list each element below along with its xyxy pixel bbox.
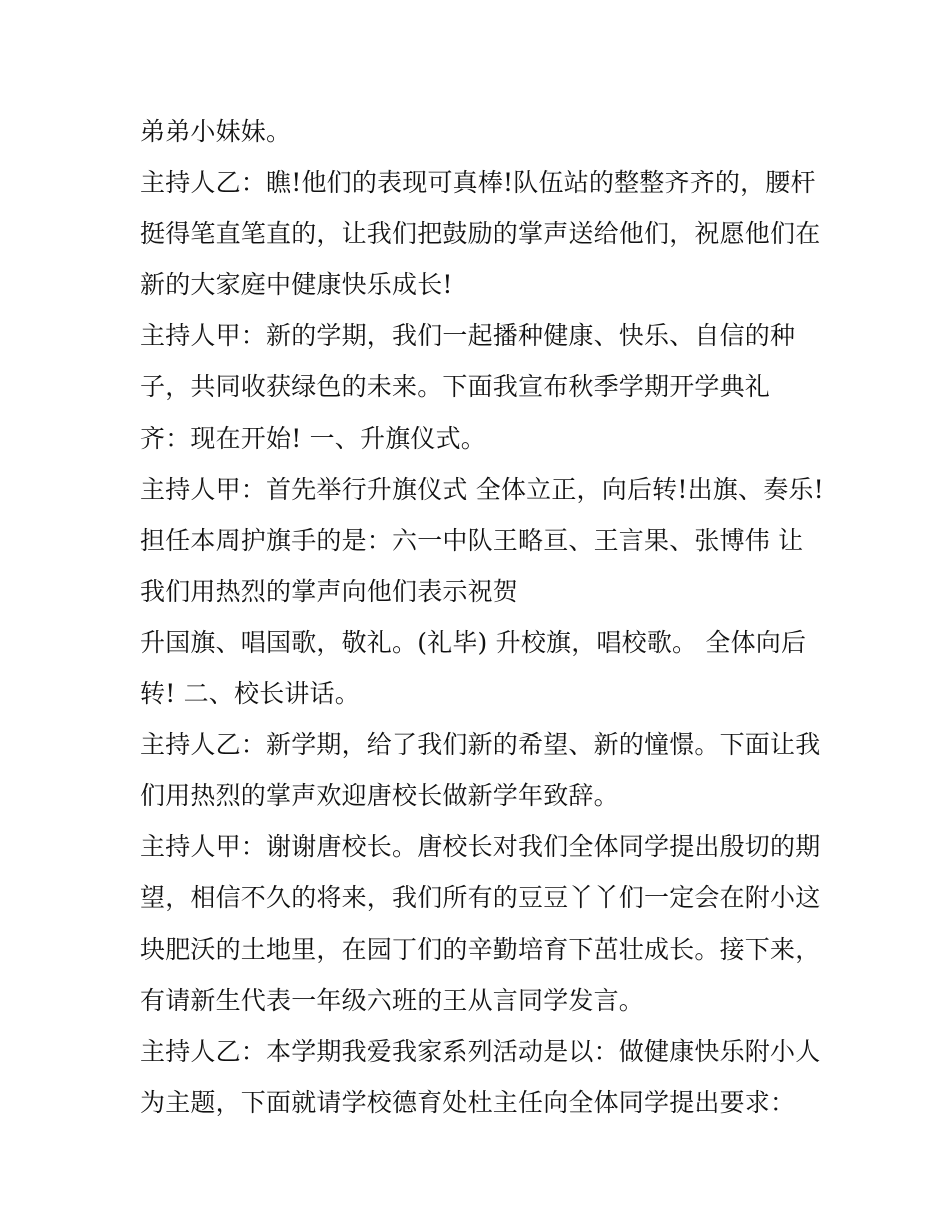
- document-body: [140, 106, 830, 1128]
- text-line: 望，相信不久的将来，我们所有的豆豆丫丫们一定会在附小这: [140, 883, 821, 913]
- text-line: 主持人甲：谢谢唐校长。唐校长对我们全体同学提出殷切的期: [140, 832, 821, 862]
- text-line: 块肥沃的土地里，在园丁们的辛勤培育下茁壮成长。接下来，: [140, 934, 821, 964]
- text-line: 弟弟小妹妹。: [140, 117, 292, 146]
- text-line: 主持人甲：新的学期，我们一起播种健康、快乐、自信的种: [140, 321, 796, 351]
- text-line: 齐：现在开始! 一、升旗仪式。: [140, 423, 486, 453]
- text-line: 挺得笔直笔直的，让我们把鼓励的掌声送给他们，祝愿他们在: [140, 219, 821, 249]
- text-line: 转! 二、校长讲话。: [140, 679, 360, 709]
- text-line: 主持人乙：瞧!他们的表现可真棒!队伍站的整整齐齐的，腰杆: [140, 168, 816, 198]
- text-line: 们用热烈的掌声欢迎唐校长做新学年致辞。: [140, 781, 619, 811]
- text-line: 升国旗、唱国歌，敬礼。(礼毕) 升校旗，唱校歌。 全体向后: [140, 627, 807, 657]
- text-line: 主持人乙：本学期我爱我家系列活动是以：做健康快乐附小人: [140, 1036, 821, 1066]
- text-line: 主持人乙：新学期，给了我们新的希望、新的憧憬。下面让我: [140, 730, 821, 760]
- text-line: 子，共同收获绿色的未来。下面我宣布秋季学期开学典礼: [140, 372, 771, 402]
- text-line: 主持人甲：首先举行升旗仪式 全体立正，向后转!出旗、奏乐!: [140, 474, 824, 504]
- text-line: 我们用热烈的掌声向他们表示祝贺: [140, 576, 519, 606]
- text-line: 为主题，下面就请学校德育处杜主任向全体同学提出要求：: [140, 1087, 796, 1117]
- text-line: 新的大家庭中健康快乐成长!: [140, 270, 453, 300]
- text-line: 担任本周护旗手的是：六一中队王略亘、王言果、张博伟 让: [140, 525, 804, 555]
- text-line: 有请新生代表一年级六班的王从言同学发言。: [140, 985, 645, 1015]
